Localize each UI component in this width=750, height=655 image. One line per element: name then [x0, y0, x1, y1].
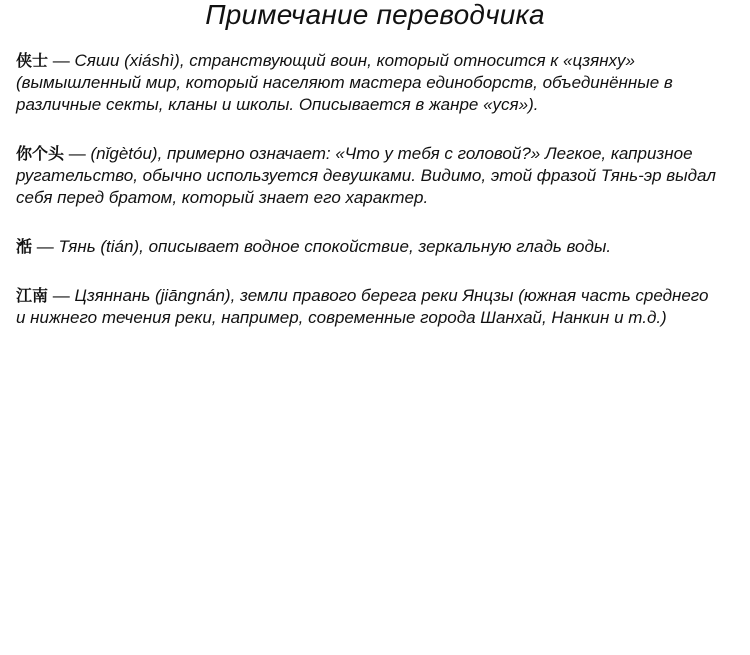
note-text: Цзяннань (jiāngnán), земли правого берега реки Янцзы (южная часть среднего и нижнего течения реки, например, современные города Шанхай, Нанкин и т.д.) — [16, 286, 709, 327]
notes-list — [16, 50, 720, 329]
note-dash: — — [48, 51, 75, 70]
note-term: 侠士 — [16, 51, 49, 70]
note-item-jiangnan — [16, 285, 720, 329]
note-item-xiashi — [16, 50, 720, 116]
note-text: Тянь (tián), описывает водное спокойствие, зеркальную гладь воды. — [58, 237, 612, 256]
note-term: 江南 — [16, 286, 49, 305]
page-title: Примечание переводчика — [205, 0, 545, 30]
note-text: Сяши (xiáshì), странствующий воин, который относится к «цзянху» (вымышленный мир, который населяют мастера единоборств, объединённые в различные секты, кланы и школы. Описывается в жанре «уся»). — [16, 51, 673, 114]
note-item-tian — [16, 236, 720, 258]
note-dash: — — [48, 286, 75, 305]
note-item-nigetou — [16, 143, 720, 209]
note-dash: — — [64, 144, 91, 163]
note-text: (nǐgètóu), примерно означает: «Что у тебя с головой?» Легкое, капризное ругательство, обычно используется девушками. Видимо, этой фразой Тянь-эр выдал себя перед братом, который знает его характер. — [16, 144, 716, 207]
note-dash: — — [32, 237, 59, 256]
note-term: 湉 — [16, 237, 33, 256]
note-term: 你个头 — [16, 144, 65, 163]
